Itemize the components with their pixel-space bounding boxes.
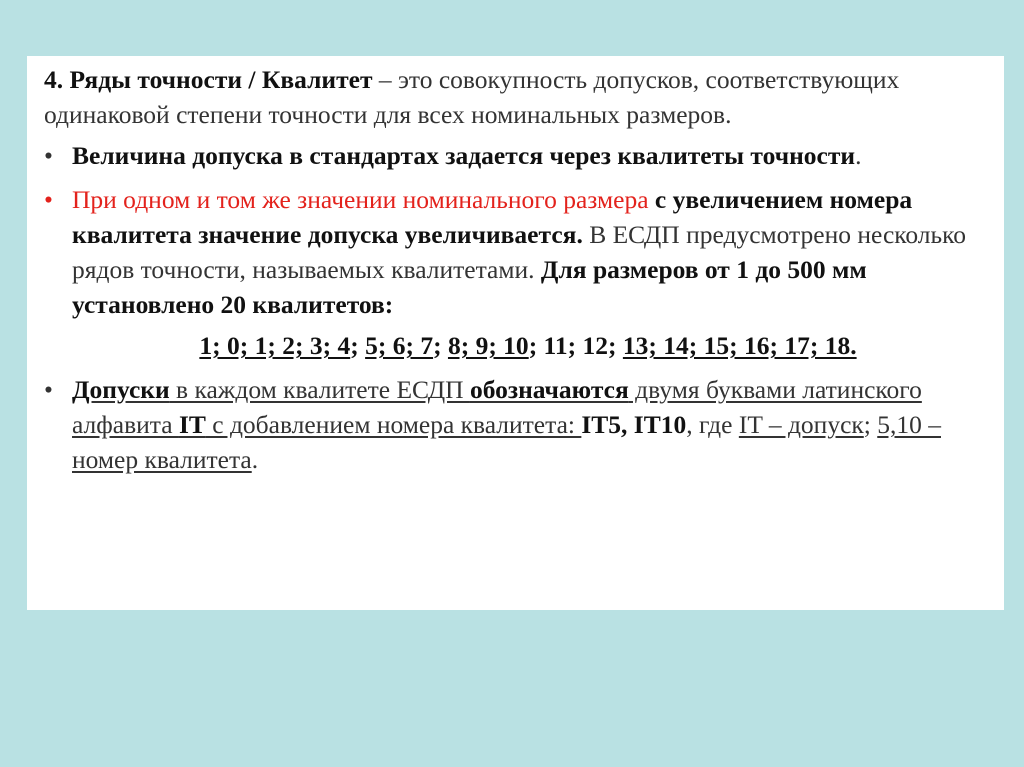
- definition-text: – это совокупность допусков, соответствующих одинаковой степени точности для всех номинальных размеров.: [44, 65, 900, 129]
- bullet-2-normal: В ЕСДП предусмотрено несколько рядов точности, называемых квалитетами.: [72, 220, 966, 284]
- definition-paragraph: [44, 62, 984, 132]
- definition-term: 4. Ряды точности / Квалитет: [44, 65, 373, 94]
- bullet-2-bold-2: Для размеров от 1 до 500 мм установлено 20 квалитетов:: [72, 255, 867, 319]
- bullet-2-red: При одном и том же значении номинального размера: [72, 185, 649, 214]
- slide: [27, 56, 1004, 610]
- bullet-grade-increase: [44, 182, 984, 322]
- bullet-1-bold: Величина допуска в стандартах задается через квалитеты точности: [72, 141, 856, 170]
- bullet-dot: •: [44, 375, 53, 404]
- grades-list: 1; 0; 1; 2; 3; 4; 5; 6; 7; 8; 9; 10; 11; 12; 13; 14; 15; 16; 17; 18.: [199, 331, 857, 360]
- bullet-dot: •: [44, 141, 53, 170]
- bullet-tolerance-value: • Величина допуска в стандартах задается через квалитеты точности.: [44, 138, 984, 173]
- bullet-dot: •: [44, 185, 53, 214]
- bullet-designation: • Допуски в каждом квалитете ЕСДП обозначаются двумя буквами латинского алфавита IT с добавлением номера квалитета: IT5, IT10, где IT – допуск; 5,10 – номер квалитета.: [44, 372, 984, 477]
- bullet-2-bold: с увеличением номера квалитета значение допуска увеличивается.: [72, 185, 913, 249]
